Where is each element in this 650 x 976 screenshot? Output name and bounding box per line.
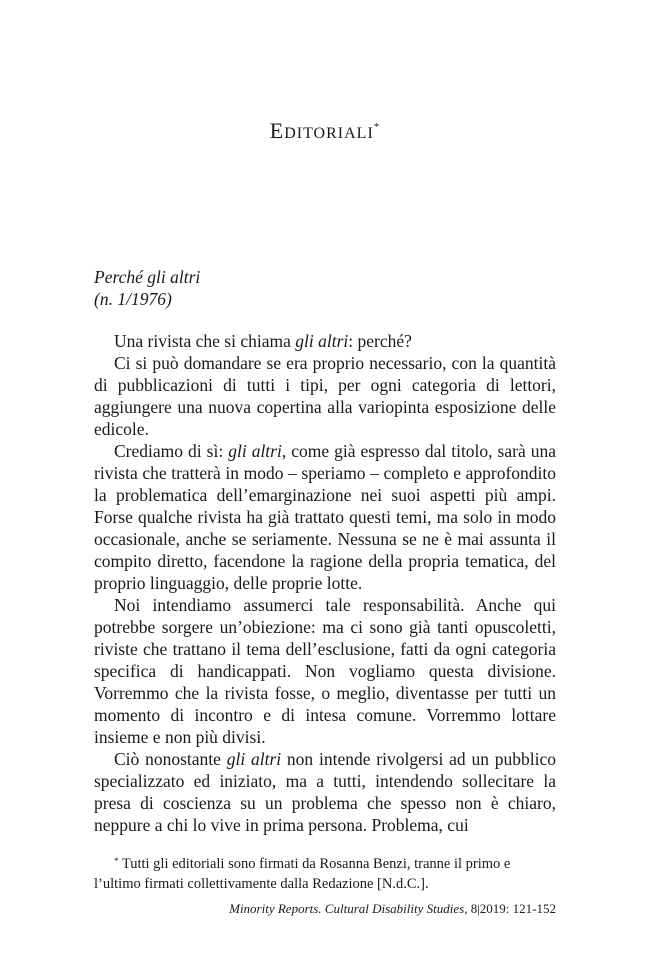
article-body [94,330,556,836]
section-heading [0,118,650,144]
running-footer [94,901,556,917]
footnote-mark: * [114,856,119,866]
footnote [94,851,556,894]
section-heading-initial: E [269,118,285,143]
paragraph-italic: gli altri [295,331,349,351]
paragraph [94,748,556,836]
paragraph-text: Crediamo di sì: [114,441,229,461]
paragraph [94,594,556,748]
paragraph [94,440,556,594]
paragraph-text: non intende rivolgersi ad un pubblico specializzato ed iniziato, ma a tutti, intendendo sollecitare la presa di coscienza su un problema che spesso non è chiaro, neppure a chi lo vive in prima persona. Problema, cui [94,749,556,835]
section-heading-rest: DITORIALI [284,125,374,142]
article-issue-line: (n. 1/1976) [94,289,172,309]
paragraph-text: Una rivista che si chiama [114,331,296,351]
paragraph-text: : perché? [348,331,412,351]
footnote-text: Tutti gli editoriali sono firmati da Rosanna Benzi, tranne il primo e l’ultimo firmati collettivamente dalla Redazione [N.d.C.]. [94,856,511,892]
paragraph-text: , come già espresso dal titolo, sarà una rivista che tratterà in modo – speriamo – completo e approfondito la problematica dell’emarginazione nei suoi aspetti più ampi. Forse qualche rivista ha già trattato questi temi, ma solo in modo occasionale, anche se seriamente. Nessuna se ne è mai assunta il compito diretto, facendone la ragione della propria tematica, del proprio linguaggio, delle proprie lotte. [94,441,557,593]
paragraph [94,330,556,352]
article-title-line: Perché gli altri [94,267,201,287]
paragraph-text: Noi intendiamo assumerci tale responsabilità. Anche qui potrebbe sorgere un’obiezione: ma ci sono già tanti opuscoletti, riviste che trattano il tema dell’esclusione, fatti da ogni categoria specifica di handicappati. Non vogliamo questa divisione. Vorremmo che la rivista fosse, o meglio, diventasse per tutti un momento di incontro e di intesa comune. Vorremmo lottare insieme e non più divisi. [94,595,556,747]
paragraph-text: Ci si può domandare se era proprio necessario, con la quantità di pubblicazioni di tutti i tipi, per ogni categoria di lettori, aggiungere una nuova copertina alla variopinta esposizione delle edicole. [94,353,556,439]
paragraph-italic: gli altri [228,441,282,461]
issue-pages: , 8|2019: 121-152 [464,901,556,916]
paragraph-text: Ciò nonostante [114,749,227,769]
article-title [94,266,200,310]
paragraph [94,352,556,440]
journal-name: Minority Reports. Cultural Disability Studies [229,901,465,916]
paragraph-italic: gli altri [226,749,282,769]
section-heading-footnote-mark: * [373,121,381,133]
